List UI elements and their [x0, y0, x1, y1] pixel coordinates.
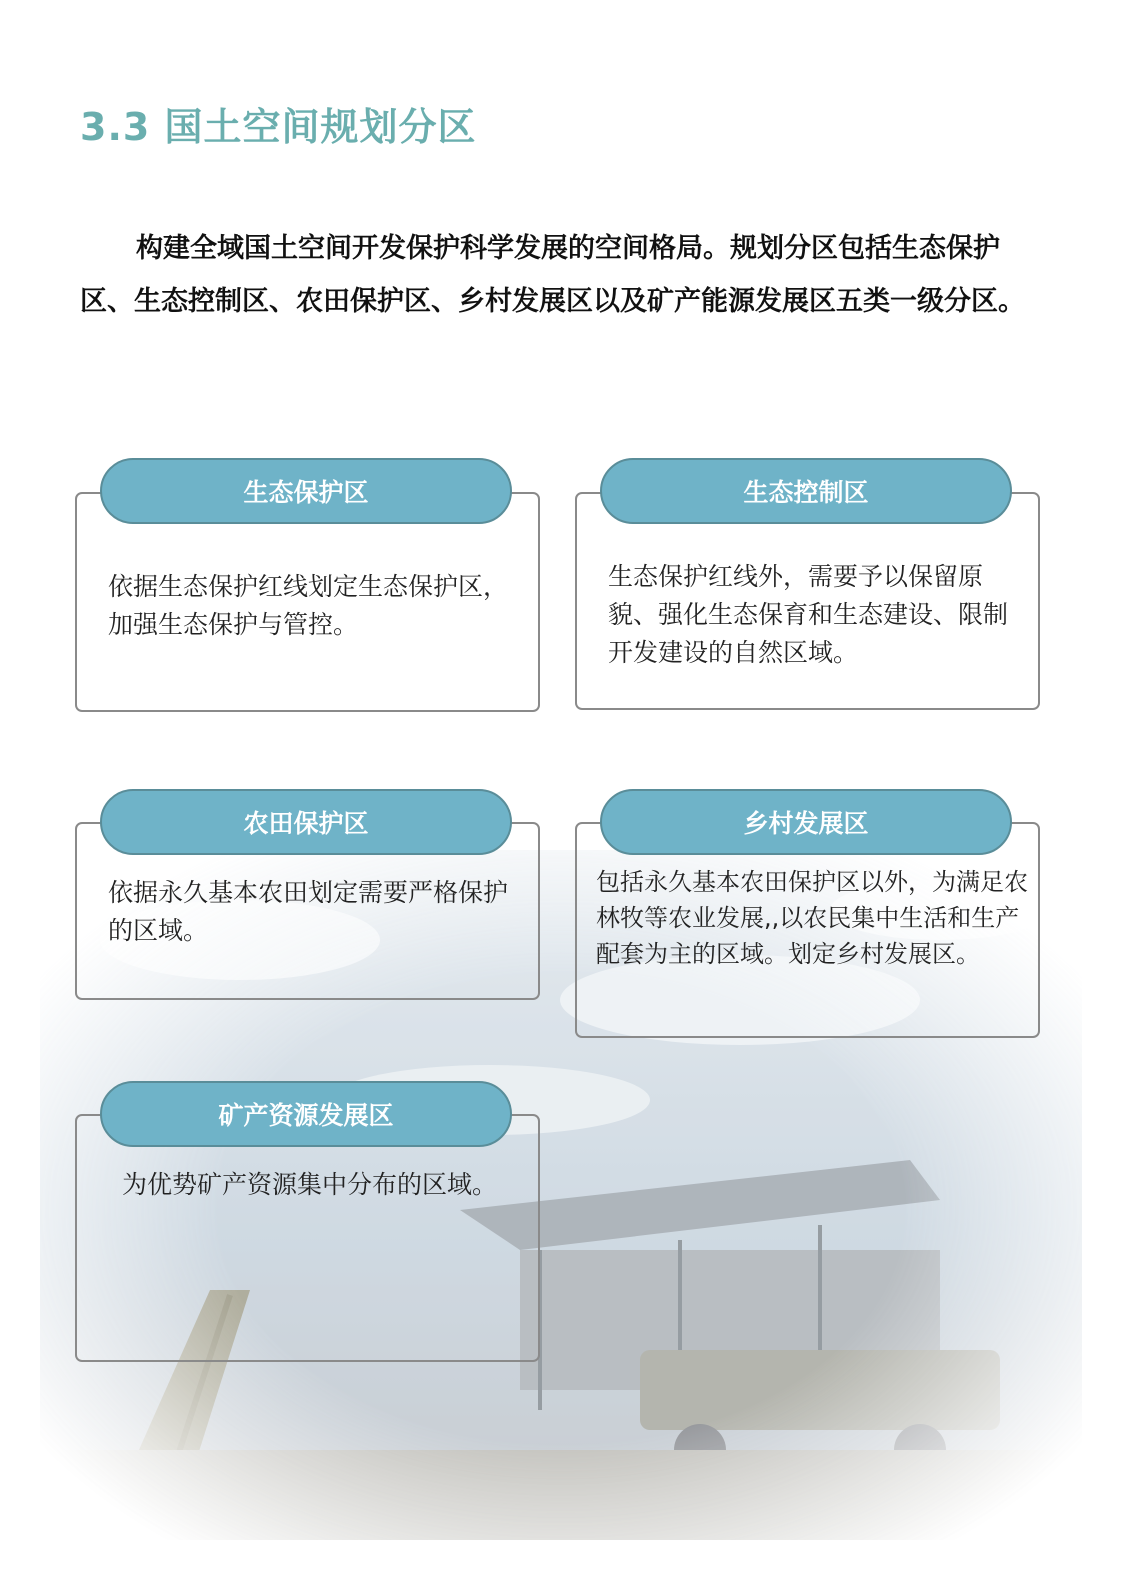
zone-desc-farmland-protection: 依据永久基本农田划定需要严格保护的区域。 [108, 878, 509, 945]
zone-tab-rural-development: 乡村发展区 [600, 789, 1012, 855]
zone-desc-ecological-control: 生态保护红线外，需要予以保留原貌、强化生态保育和生态建设、限制开发建设的自然区域。 [608, 562, 1009, 667]
page-title: 3.3 国土空间规划分区 [80, 105, 477, 149]
zone-tab-farmland-protection: 农田保护区 [100, 789, 512, 855]
zone-tab-ecological-protection: 生态保护区 [100, 458, 512, 524]
zone-desc-mineral-resource: 为优势矿产资源集中分布的区域。 [122, 1170, 498, 1199]
intro-paragraph: 构建全域国土空间开发保护科学发展的空间格局。规划分区包括生态保护区、生态控制区、农田保护区、乡村发展区以及矿产能源发展区五类一级分区。 [80, 233, 1025, 317]
zone-desc-rural-development: 包括永久基本农田保护区以外，为满足农林牧等农业发展,,以农民集中生活和生产配套为主的区域。划定乡村发展区。 [596, 868, 1028, 968]
zone-card-mineral-resource [75, 1114, 540, 1362]
zone-tab-mineral-resource: 矿产资源发展区 [100, 1081, 512, 1147]
zone-tab-ecological-control: 生态控制区 [600, 458, 1012, 524]
zone-desc-ecological-protection: 依据生态保护红线划定生态保护区，加强生态保护与管控。 [108, 572, 509, 639]
